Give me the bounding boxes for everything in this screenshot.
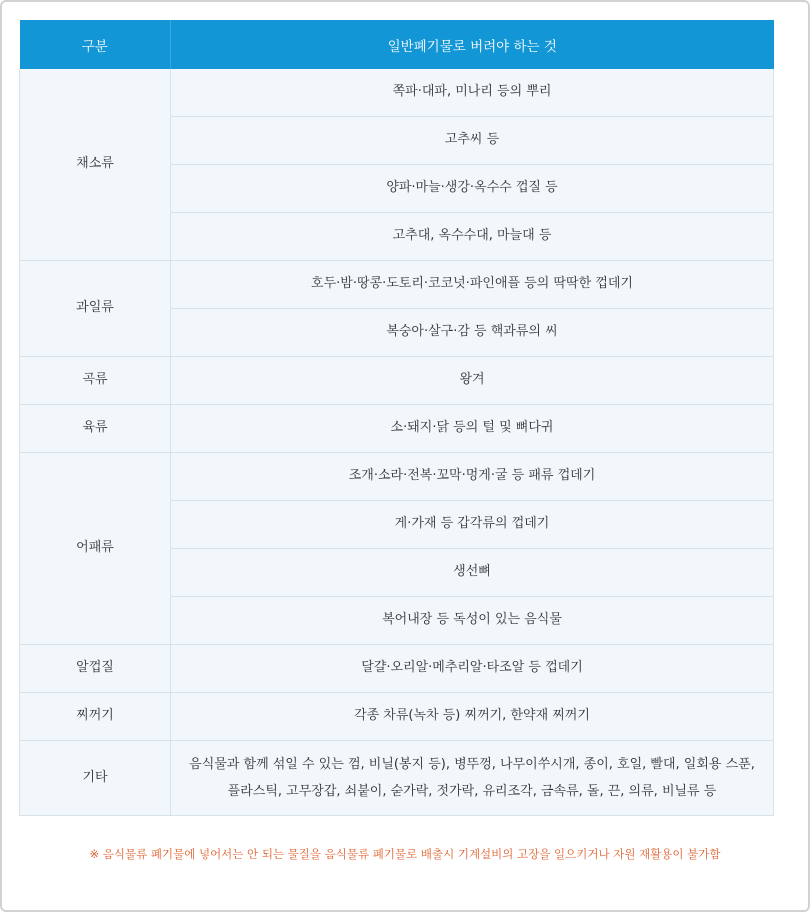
category-cell: 채소류 — [20, 69, 171, 261]
category-cell: 과일류 — [20, 261, 171, 357]
table-row — [20, 645, 774, 693]
category-cell: 곡류 — [20, 357, 171, 405]
category-cell: 어패류 — [20, 453, 171, 645]
item-cell: 게·가재 등 갑각류의 껍데기 — [171, 501, 774, 549]
item-cell: 고추대, 옥수수대, 마늘대 등 — [171, 213, 774, 261]
item-cell: 왕겨 — [171, 357, 774, 405]
item-cell: 소·돼지·닭 등의 털 및 뼈다귀 — [171, 405, 774, 453]
table-row — [20, 261, 774, 309]
item-cell: 조개·소라·전복·꼬막·멍게·굴 등 패류 껍데기 — [171, 453, 774, 501]
header-items: 일반폐기물로 버려야 하는 것 — [171, 20, 774, 69]
footnote: ※ 음식물류 폐기물에 넣어서는 안 되는 물질을 음식물류 폐기물로 배출시 기계설비의 고장을 일으키거나 자원 재활용이 불가함 — [89, 847, 721, 861]
item-cell: 쪽파·대파, 미나리 등의 뿌리 — [171, 69, 774, 117]
table-row — [20, 69, 774, 117]
item-cell: 달걀·오리알·메추리알·타조알 등 껍데기 — [171, 645, 774, 693]
item-cell: 복어내장 등 독성이 있는 음식물 — [171, 597, 774, 645]
table-row — [20, 357, 774, 405]
category-cell: 찌꺼기 — [20, 693, 171, 741]
header-category: 구분 — [20, 20, 171, 69]
category-cell: 알껍질 — [20, 645, 171, 693]
item-cell: 음식물과 함께 섞일 수 있는 껌, 비닐(봉지 등), 병뚜껑, 나무이쑤시개, 종이, 호일, 빨대, 일회용 스푼, 플라스틱, 고무장갑, 쇠붙이, 숟가락, 젓가락, 유리조각, 금속류, 돌, 끈, 의류, 비닐류 등 — [171, 741, 774, 816]
table-header-row — [20, 20, 774, 69]
item-cell: 호두·밤·땅콩·도토리·코코넛·파인애플 등의 딱딱한 껍데기 — [171, 261, 774, 309]
table-row — [20, 405, 774, 453]
table-row — [20, 453, 774, 501]
item-cell: 고추씨 등 — [171, 117, 774, 165]
item-cell: 생선뼈 — [171, 549, 774, 597]
item-cell: 각종 차류(녹차 등) 찌꺼기, 한약재 찌꺼기 — [171, 693, 774, 741]
category-cell: 기타 — [20, 741, 171, 816]
waste-table — [19, 20, 774, 816]
category-cell: 육류 — [20, 405, 171, 453]
item-cell: 복숭아·살구·감 등 핵과류의 씨 — [171, 309, 774, 357]
item-cell: 양파·마늘·생강·옥수수 껍질 등 — [171, 165, 774, 213]
table-row — [20, 693, 774, 741]
table-row — [20, 741, 774, 816]
